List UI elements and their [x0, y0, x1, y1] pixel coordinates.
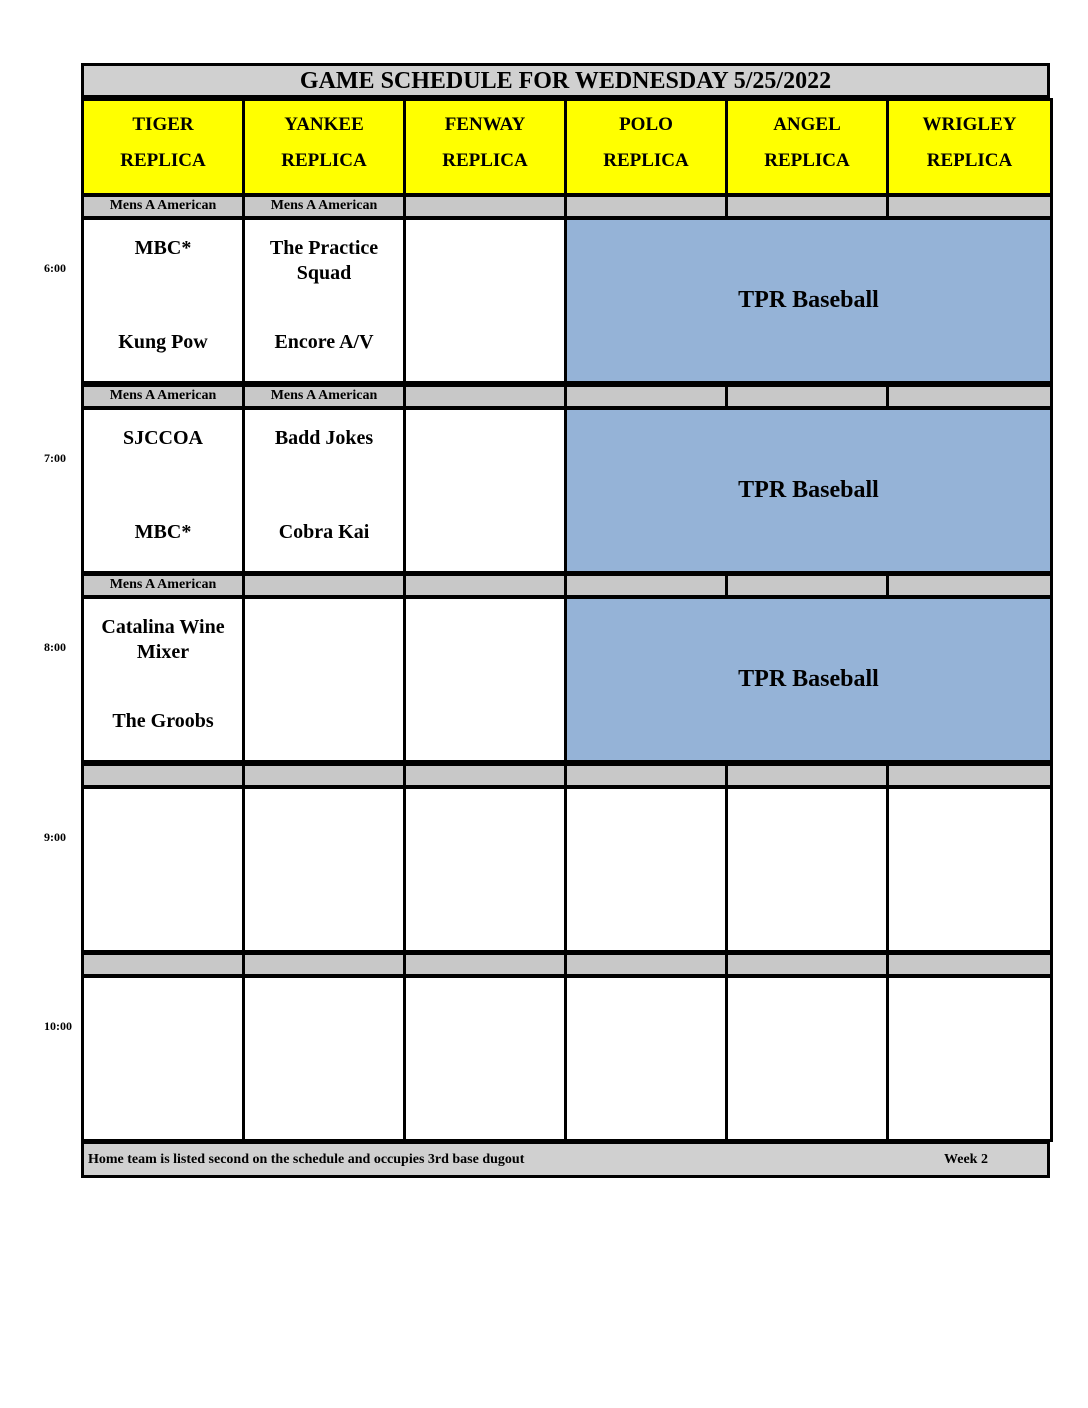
game-cell [564, 975, 728, 1142]
week-label: Week 2 [944, 1152, 988, 1167]
home-team: Encore A/V [274, 331, 374, 353]
division-label [81, 952, 245, 977]
division-label [403, 952, 567, 977]
reserved-block: TPR Baseball [564, 217, 1053, 384]
game-cell [403, 217, 567, 384]
field-name: POLO [619, 114, 673, 135]
field-name: FENWAY [444, 114, 526, 135]
division-label: Mens A American [81, 573, 245, 598]
division-label [242, 952, 406, 977]
division-label [564, 952, 728, 977]
game-cell [81, 786, 245, 953]
home-team: MBC* [134, 520, 192, 543]
division-label: Mens A American [81, 384, 245, 409]
game-cell [81, 596, 245, 763]
away-team: MBC* [134, 237, 192, 259]
home-team: The Groobs [112, 710, 214, 732]
field-subtitle: REPLICA [764, 150, 850, 171]
game-cell [81, 975, 245, 1142]
time-label: 7:00 [44, 450, 66, 465]
game-cell [242, 596, 406, 763]
home-team: Cobra Kai [278, 520, 370, 543]
field-header-angel [725, 98, 889, 196]
game-cell [403, 407, 567, 574]
game-cell [242, 786, 406, 953]
division-label [564, 763, 728, 788]
division-label [403, 384, 567, 409]
time-label: 6:00 [44, 261, 66, 275]
division-label [725, 573, 889, 598]
field-subtitle: REPLICA [603, 150, 689, 171]
footer-note: Home team is listed second on the schedule and occupies 3rd base dugout [88, 1152, 525, 1167]
game-cell [725, 786, 889, 953]
game-cell [242, 407, 406, 574]
field-subtitle: REPLICA [281, 150, 367, 171]
division-label: Mens A American [81, 194, 245, 219]
field-name: YANKEE [284, 114, 364, 135]
division-label [564, 573, 728, 598]
game-cell [81, 407, 245, 574]
away-team: The Practice Squad [269, 237, 379, 284]
game-cell [403, 975, 567, 1142]
division-label: Mens A American [242, 194, 406, 219]
field-subtitle: REPLICA [442, 150, 528, 171]
game-cell [564, 786, 728, 953]
division-label [242, 763, 406, 788]
division-label [564, 194, 728, 219]
division-label [725, 952, 889, 977]
division-label [886, 194, 1053, 219]
division-label [403, 763, 567, 788]
field-name: ANGEL [773, 114, 841, 135]
game-cell [886, 786, 1053, 953]
game-cell [886, 975, 1053, 1142]
division-label [886, 573, 1053, 598]
division-label: Mens A American [242, 384, 406, 409]
field-header-polo [564, 98, 728, 196]
division-label [886, 763, 1053, 788]
division-label [81, 763, 245, 788]
footer-bar [81, 1141, 1050, 1178]
division-label [564, 384, 728, 409]
page-title: GAME SCHEDULE FOR WEDNESDAY 5/25/2022 [81, 63, 1050, 98]
field-header-wrigley [886, 98, 1053, 196]
division-label [242, 573, 406, 598]
field-header-fenway [403, 98, 567, 196]
game-cell [81, 217, 245, 384]
away-team: SJCCOA [122, 426, 203, 449]
division-label [725, 763, 889, 788]
away-team: Badd Jokes [274, 426, 374, 449]
game-cell [725, 975, 889, 1142]
time-label: 9:00 [44, 829, 66, 844]
field-subtitle: REPLICA [120, 150, 206, 171]
field-subtitle: REPLICA [926, 150, 1013, 171]
reserved-block: TPR Baseball [564, 407, 1053, 574]
game-cell [242, 217, 406, 384]
field-name: WRIGLEY [922, 114, 1017, 135]
division-label [886, 384, 1053, 409]
division-label [725, 384, 889, 409]
division-label [403, 194, 567, 219]
game-cell [242, 975, 406, 1142]
home-team: Kung Pow [118, 331, 208, 353]
field-name: TIGER [132, 114, 194, 135]
time-label: 8:00 [44, 640, 66, 654]
time-label: 10:00 [44, 1019, 72, 1033]
away-team: Catalina Wine Mixer [101, 616, 225, 663]
division-label [886, 952, 1053, 977]
game-cell [403, 596, 567, 763]
game-cell [403, 786, 567, 953]
field-header-tiger [81, 98, 245, 196]
division-label [403, 573, 567, 598]
reserved-block: TPR Baseball [564, 596, 1053, 763]
division-label [725, 194, 889, 219]
field-header-yankee [242, 98, 406, 196]
